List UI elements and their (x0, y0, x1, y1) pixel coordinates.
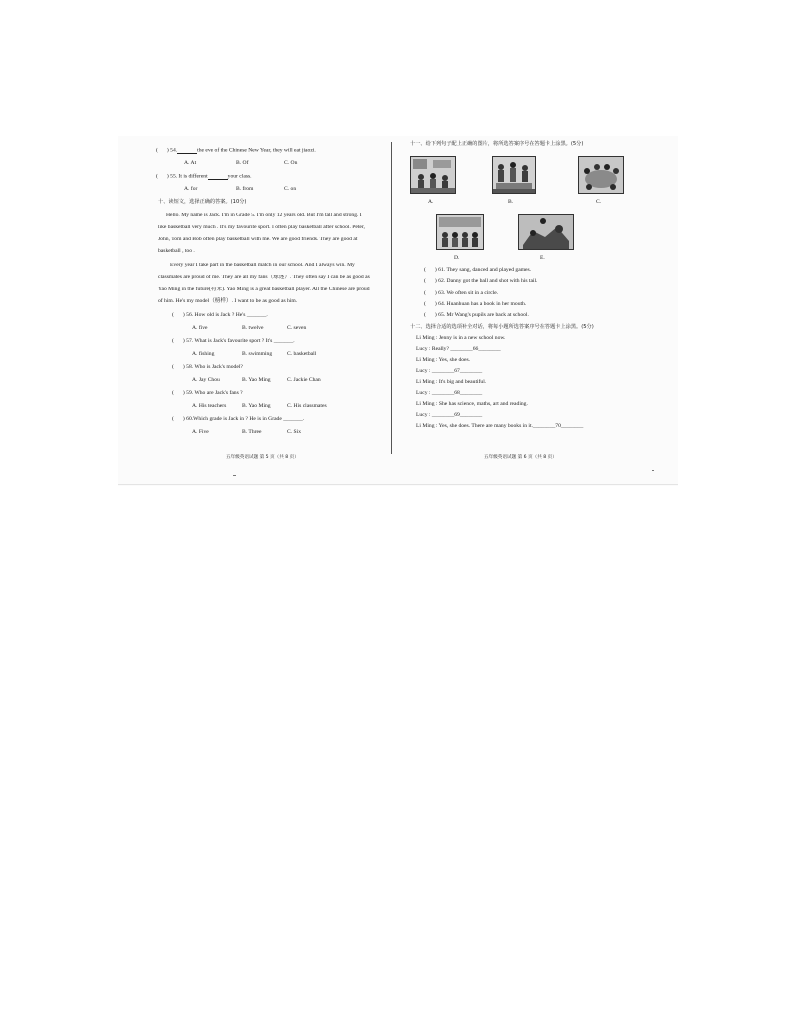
speaker: Lucy : (416, 368, 431, 374)
question-54: ( ) 54. the eve of the Chinese New Year, they will eat jiaozi. (156, 147, 316, 154)
answer-blank[interactable]: _______. (283, 416, 305, 422)
match-item-64: ( ) 64. Huanhuan has a book in her mouth. (424, 301, 527, 307)
classroom-scene-icon (411, 157, 455, 193)
answer-blank[interactable]: Really? ________66________ (431, 346, 501, 352)
answer-paren[interactable]: ( (424, 278, 426, 284)
picture-d (436, 214, 484, 250)
picture-label-c: C. (596, 199, 602, 205)
passage-line: like basketball very much . It's my favourite sport. I often play basketball after school. Peter, (158, 225, 365, 230)
match-item-62: ( ) 62. Danny got the ball and shot with his tail. (424, 278, 538, 284)
speaker: Lucy : (416, 390, 431, 396)
exam-sheet (118, 136, 678, 486)
picture-a (410, 156, 456, 194)
dialogue-line: Li Ming : Jenny is in a new school now. (416, 335, 506, 341)
answer-paren[interactable]: ( (172, 338, 174, 344)
dialogue-line: Li Ming : Yes, she does. (416, 357, 471, 363)
dialogue-line: Li Ming : She has science, maths, art and reading. (416, 401, 528, 407)
section-10-heading: 十、读短文，选择正确的答案。(10分) (158, 199, 247, 205)
school-return-scene-icon (437, 215, 483, 249)
answer-blank[interactable]: _______. (273, 338, 295, 344)
q56-option-b[interactable]: B. twelve (242, 325, 264, 331)
answer-blank[interactable]: _______. (246, 312, 268, 318)
question-58: ( ) 58. Who is Jack's model? (172, 364, 243, 370)
dialogue-line (416, 347, 501, 353)
q58-option-b[interactable]: B. Yao Ming (242, 377, 271, 383)
question-55: ( ) 55. It is different your class. (156, 173, 252, 180)
q58-option-a[interactable]: A. Jay Chou (192, 377, 220, 383)
picture-label-a: A. (428, 199, 434, 205)
q54-option-a[interactable]: A. At (184, 160, 197, 166)
match-item-61: ( ) 61. They sang, danced and played games. (424, 267, 532, 273)
section-11-heading: 十一、给下列句子配上正确的图片，将所选答案序号在答题卡上涂黑。(5分) (410, 141, 584, 147)
answer-paren[interactable]: ( (424, 301, 426, 307)
q55-option-a[interactable]: A. for (184, 186, 198, 192)
page-footer: 五年级英语试题 第 5 页（共 8 页） (226, 455, 299, 460)
circle-scene-icon (579, 157, 623, 193)
passage-line: Hello. My name is Jack. I'm in Grade 5. I'm only 12 years old. But I'm tall and strong. I (166, 213, 362, 218)
q57-option-b[interactable]: B. swimming (242, 351, 273, 357)
answer-paren[interactable]: ( (172, 416, 174, 422)
q60-option-c[interactable]: C. Six (287, 429, 301, 435)
passage-line: basketball , too . (158, 248, 195, 254)
answer-paren[interactable]: ( (156, 147, 158, 154)
q58-option-c[interactable]: C. Jackie Chan (287, 377, 321, 383)
answer-paren[interactable]: ( (156, 173, 158, 180)
picture-b (492, 156, 536, 194)
answer-paren[interactable]: ( (172, 364, 174, 370)
answer-paren[interactable]: ( (424, 267, 426, 273)
passage-line: Every year I take part in the basketball match in our school. And I always win. My (170, 263, 355, 268)
q55-option-c[interactable]: C. on (284, 186, 297, 192)
speaker: Lucy : (416, 346, 431, 352)
speaker: Li Ming : (416, 401, 438, 407)
q57-option-c[interactable]: C. basketball (287, 351, 317, 357)
q54-option-c[interactable]: C. On (284, 160, 298, 166)
q59-option-b[interactable]: B. Yao Ming (242, 403, 271, 409)
dialogue-line (416, 413, 482, 419)
answer-paren[interactable]: ( (424, 290, 426, 296)
passage-line: Yao Ming in the future(将来). Yao Ming is a great basketball player. All the Chinese are proud (158, 287, 370, 292)
answer-paren[interactable]: ( (172, 312, 174, 318)
q56-option-a[interactable]: A. five (192, 325, 208, 331)
dialogue-line: Li Ming : Yes, she does. There are many books in it.________70________ (416, 423, 584, 429)
dialogue-line: Li Ming : It's big and beautiful. (416, 379, 487, 385)
sheet-edge (118, 484, 678, 485)
speaker: Li Ming : (416, 357, 438, 363)
answer-paren[interactable]: ( (172, 390, 174, 396)
question-59: ( ) 59. Who are Jack's fans ? (172, 390, 243, 396)
page-divider (391, 142, 392, 454)
picture-label-d: D. (454, 255, 460, 261)
animal-ball-scene-icon (519, 215, 573, 249)
scan-speck (233, 475, 236, 476)
passage-line: classmates are proud of me. They are all my fans（球迷）. They often say I can be as good as (158, 275, 370, 280)
page-footer: 五年级英语试题 第 6 页（共 8 页） (484, 455, 557, 460)
q54-option-b[interactable]: B. Of (236, 160, 249, 166)
q60-option-b[interactable]: B. Three (242, 429, 262, 435)
question-57: ( ) 57. What is Jack's favourite sport ? It's _______. (172, 338, 295, 344)
q60-option-a[interactable]: A. Five (192, 429, 209, 435)
picture-label-b: B. (508, 199, 514, 205)
answer-blank[interactable]: ________69________ (431, 412, 483, 418)
passage-line: John, Tom and Bob often play basketball with me. We are good friends. They are good at (158, 237, 358, 242)
q55-option-b[interactable]: B. from (236, 186, 254, 192)
dialogue-line (416, 391, 482, 397)
speaker: Li Ming : (416, 335, 438, 341)
question-56: ( ) 56. How old is Jack ? He's _______. (172, 312, 268, 318)
answer-paren[interactable]: ( (424, 312, 426, 318)
q57-option-a[interactable]: A. fishing (192, 351, 215, 357)
match-item-65: ( ) 65. Mr Wang's pupils are back at school. (424, 312, 529, 318)
speaker: Li Ming : (416, 379, 438, 385)
answer-blank[interactable]: ________68________ (431, 390, 483, 396)
picture-c (578, 156, 624, 194)
speaker: Li Ming : (416, 423, 438, 429)
scan-speck (652, 470, 654, 471)
dialogue-line (416, 369, 482, 375)
q59-option-a[interactable]: A. His teachers (192, 403, 227, 409)
q59-option-c[interactable]: C. His classmates (287, 403, 327, 409)
section-12-heading: 十二、选择合适的选项补全对话，将每小题所选答案序号在答题卡上涂黑。(5分) (410, 324, 594, 330)
match-item-63: ( ) 63. We often sit in a circle. (424, 290, 499, 296)
speaker: Lucy : (416, 412, 431, 418)
party-scene-icon (493, 157, 535, 193)
picture-e (518, 214, 574, 250)
q56-option-c[interactable]: C. seven (287, 325, 307, 331)
answer-blank[interactable] (177, 148, 197, 154)
passage-line: of him. He's my model（榜样）. I want to be as good as him. (158, 298, 298, 304)
answer-blank[interactable] (208, 174, 228, 180)
answer-blank[interactable]: ________67________ (431, 368, 483, 374)
question-60: ( ) 60.Which grade is Jack in ? He is in Grade _______. (172, 416, 305, 422)
picture-label-e: E. (540, 255, 545, 261)
